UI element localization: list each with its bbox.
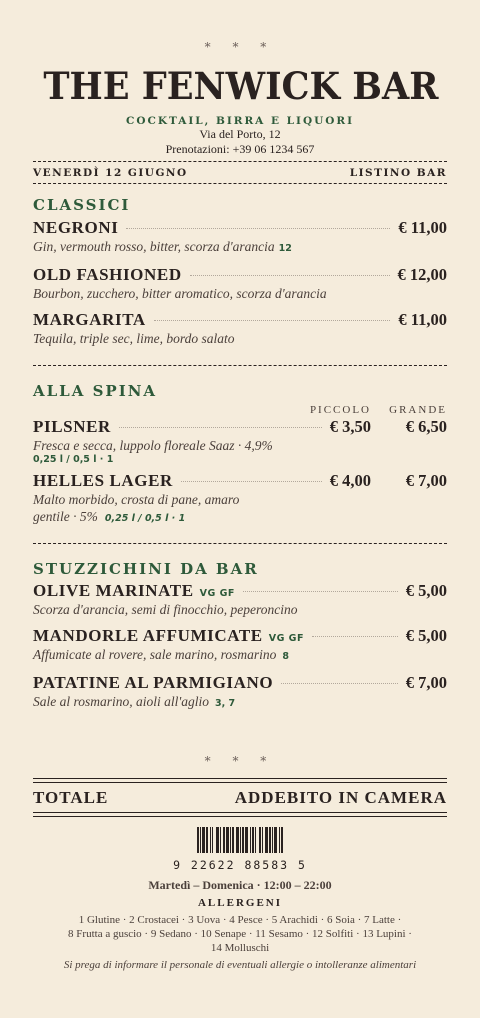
date-bar <box>33 162 447 183</box>
menu-item <box>33 218 447 257</box>
menu-item <box>33 310 447 347</box>
item-description-line2: gentile · 5% <box>33 509 98 524</box>
item-description: Bourbon, zucchero, bitter aromatico, scorza d'arancia <box>33 286 327 301</box>
leader-dots <box>119 427 322 428</box>
leader-dots <box>190 275 390 276</box>
item-price: € 5,00 <box>405 626 447 645</box>
size-info: 0,25 l / 0,5 l · 1 <box>104 513 186 524</box>
item-price: € 11,00 <box>398 310 447 329</box>
item-price: € 7,00 <box>405 673 447 692</box>
divider <box>33 365 447 366</box>
top-stars: * * * <box>204 40 276 54</box>
item-description: Affumicate al rovere, sale marino, rosmarino <box>33 647 277 662</box>
double-rule <box>33 812 447 817</box>
leader-dots <box>154 320 391 321</box>
item-price: € 5,00 <box>405 581 447 600</box>
item-price-large: € 6,50 <box>405 417 447 436</box>
item-description-line1: Malto morbido, crosta di pane, amaro <box>33 492 240 507</box>
total-label: TOTALE <box>33 788 109 807</box>
divider <box>33 543 447 544</box>
menu-item <box>33 581 447 618</box>
menu-item <box>33 626 447 665</box>
barcode-bar <box>283 827 284 853</box>
allergy-note: Si prega di informare il personale di eventuali allergie o intolleranze alimentari <box>63 959 417 971</box>
bar-subtitle: COCKTAIL, BIRRA E LIQUORI <box>125 115 355 127</box>
list-label: LISTINO BAR <box>349 167 447 179</box>
col-small-label: PICCOLO <box>309 404 371 416</box>
item-name: MANDORLE AFFUMICATE <box>33 626 263 645</box>
item-price-small: € 3,50 <box>329 417 371 436</box>
size-info: 0,25 l / 0,5 l · 1 <box>33 454 114 465</box>
menu-item <box>33 417 447 465</box>
size-headers <box>33 404 447 416</box>
allergens-line: 1 Glutine · 2 Crostacei · 3 Uova · 4 Pesce · 5 Arachidi · 6 Soia · 7 Latte · <box>78 914 402 926</box>
leader-dots <box>181 481 322 482</box>
item-description: Scorza d'arancia, semi di finocchio, peperoncino <box>33 602 298 617</box>
item-price: € 12,00 <box>397 265 447 284</box>
bar-title: THE FENWICK BAR <box>43 64 439 108</box>
bottom-stars: * * * <box>204 754 276 768</box>
barcode <box>33 827 447 853</box>
item-name: OLD FASHIONED <box>33 265 182 284</box>
item-price-large: € 7,00 <box>405 471 447 490</box>
allergens-line: 14 Molluschi <box>210 942 270 954</box>
menu-item <box>33 471 447 527</box>
item-name: OLIVE MARINATE <box>33 581 194 600</box>
item-name: HELLES LAGER <box>33 471 173 490</box>
menu-date: VENERDÌ 12 GIUGNO <box>33 167 188 179</box>
col-large-label: GRANDE <box>389 404 447 416</box>
item-price-small: € 4,00 <box>329 471 371 490</box>
item-name: PILSNER <box>33 417 111 436</box>
allergen-code: 3, 7 <box>215 698 236 709</box>
item-description: Tequila, triple sec, lime, bordo salato <box>33 331 235 346</box>
leader-dots <box>281 683 398 684</box>
opening-hours: Martedì – Domenica · 12:00 – 22:00 <box>148 878 332 892</box>
item-name: PATATINE AL PARMIGIANO <box>33 673 274 692</box>
leader-dots <box>243 591 398 592</box>
allergens-title: ALLERGENI <box>197 897 283 909</box>
item-name: MARGARITA <box>33 310 146 329</box>
diet-badge: VG GF <box>199 588 235 599</box>
item-description: Fresca e secca, luppolo floreale Saaz · 4,9% <box>33 438 273 453</box>
bar-address: Via del Porto, 12 <box>199 127 281 141</box>
total-row <box>33 783 447 812</box>
bar-phone: Prenotazioni: +39 06 1234 567 <box>165 142 315 156</box>
item-description: Sale al rosmarino, aioli all'aglio <box>33 694 210 709</box>
item-name: NEGRONI <box>33 218 119 237</box>
menu-item <box>33 265 447 302</box>
allergen-code: 12 <box>278 243 292 254</box>
leader-dots <box>126 228 390 229</box>
allergens-line: 8 Frutta a guscio · 9 Sedano · 10 Senape · 11 Sesamo · 12 Solfiti · 13 Lupini · <box>68 928 412 940</box>
section-title-classici: CLASSICI <box>33 196 131 214</box>
leader-dots <box>312 636 398 637</box>
section-title-spina: ALLA SPINA <box>33 382 158 400</box>
item-description: Gin, vermouth rosso, bitter, scorza d'arancia <box>33 239 275 254</box>
barcode-number: 9 22622 88583 5 <box>173 858 307 872</box>
total-value: ADDEBITO IN CAMERA <box>234 788 447 807</box>
menu-item <box>33 673 447 712</box>
diet-badge: VG GF <box>268 633 304 644</box>
allergen-code: 8 <box>282 651 289 662</box>
item-price: € 11,00 <box>398 218 447 237</box>
divider <box>33 183 447 184</box>
section-title-stuzzichini: STUZZICHINI DA BAR <box>33 560 259 578</box>
